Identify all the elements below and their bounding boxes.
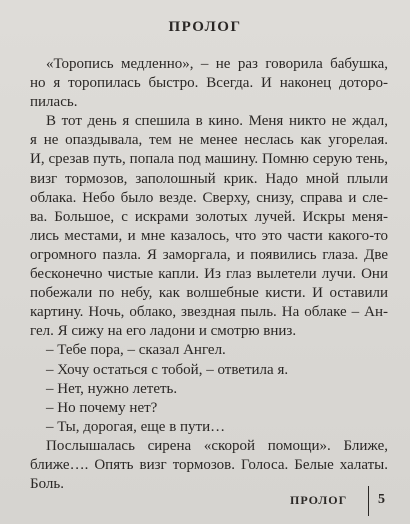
text-line: Послышалась сирена «скорой помощи». Ближе, [46,437,388,454]
chapter-title: ПРОЛОГ [168,19,242,35]
text-line: побежали по небу, как волшебные кисти. И оставили [30,285,388,302]
text-line: бесконечно чистые капли. Из глаз вылетели лучи. Они [30,266,388,283]
text-line: «Торопись медленно», – не раз говорила бабушка, [46,56,388,72]
text-line: гел. Я сижу на его ладони и смотрю вниз. [30,323,297,340]
dialogue-line: – Тебе пора, – сказал Ангел. [46,342,226,359]
text-line: Боль. [30,476,64,493]
dialogue-line: – Ты, дорогая, еще в пути… [46,418,226,435]
running-title: ПРОЛОГ [290,493,348,507]
text-line: облака. Небо было везде. Сверху, снизу, справа и сле- [30,189,388,206]
text-line: пилась. [30,94,78,111]
dialogue-line: – Нет, нужно лететь. [46,380,178,397]
page-number: 5 [378,492,385,507]
footer-divider [368,486,369,516]
text-line: ближе…. Опять визг тормозов. Голоса. Белые халаты. [30,456,388,473]
text-line: В тот день я спешила в кино. Меня никто не ждал, [46,113,388,130]
dialogue-line: – Хочу остаться с тобой, – ответила я. [46,361,289,378]
text-line: визг тормозов, заполошный крик. Надо мной плыли [30,170,388,187]
dialogue-line: – Но почему нет? [46,399,158,416]
text-line: ва. Большое, с искрами золотых лучей. Искры меня- [30,208,388,225]
text-line: но я торопилась быстро. Всегда. И наконец дотoро- [30,75,388,92]
page-footer [290,483,400,519]
text-line: огромного пазла. Я заморгала, и появились глаза. Две [30,246,388,263]
text-line: лись местами, и мне казалось, что это части какого-то [30,227,388,244]
text-line: я не опаздывала, тем не менее неслась как угорелая. [30,132,388,149]
body-text [30,55,388,494]
text-line: И, срезав путь, попала под машину. Помню серую тень, [30,151,388,168]
text-line: картину. Ночь, облако, звездная пыль. На облаке – Ан- [30,304,388,321]
